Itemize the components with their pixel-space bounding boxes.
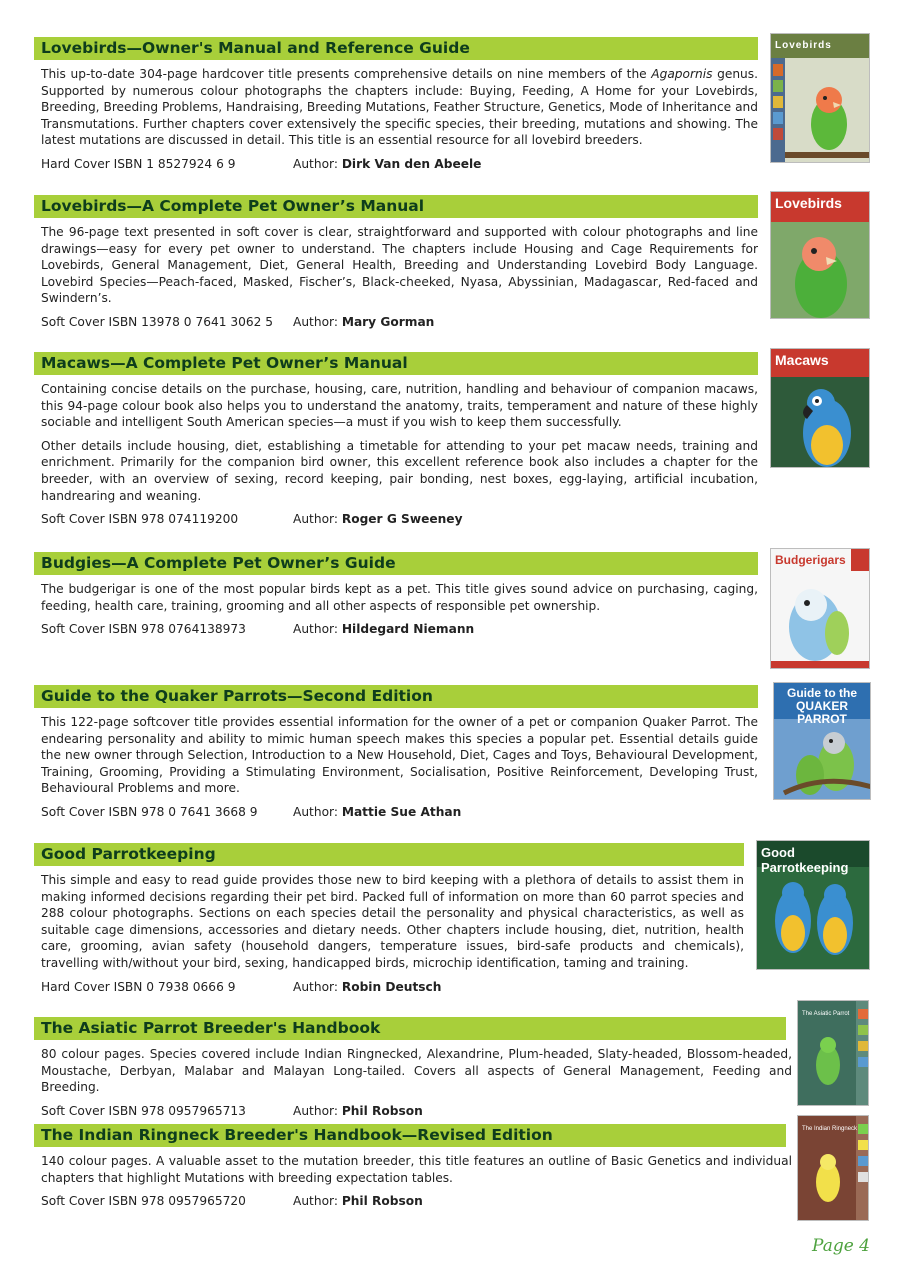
book-title-bar: Budgies—A Complete Pet Owner’s Guide [34, 552, 758, 575]
description-paragraph: This simple and easy to read guide provides those new to bird keeping with a plethora of details to assist them in making informed decisions regarding their pet bird. Packed full of information on more than 60 parrot species and 288 colour photographs. Sections on each species detail the personality and physical characteristics, as well as suitable cage dimensions, accessories and dietary needs. Other chapters include housing, diet, nutrition, health care, grooming, avian safety (household dangers, temperature issues, bird-safe products and chemicals), travelling with/without your bird, sexing, handicapped birds, microchip identification, taming and training. [41, 873, 744, 970]
book-entry-asiatic-parrot [34, 1017, 792, 1119]
book-entry-lovebirds-reference [34, 37, 758, 172]
book-entry-lovebirds-pet-manual [34, 195, 758, 330]
cover-title: The Indian Ringneck [802, 1126, 858, 1132]
author-name: Hildegard Niemann [341, 622, 475, 637]
book-description [41, 1153, 792, 1186]
isbn-text: Soft Cover ISBN 13978 0 7641 3062 5 [41, 314, 273, 329]
author-label: Author: [293, 622, 338, 637]
book-description [41, 1046, 792, 1096]
book-meta [41, 511, 758, 527]
isbn-text: Soft Cover ISBN 978 0764138973 [41, 622, 246, 637]
book-cover-lovebirds-reference [770, 33, 870, 163]
cover-title: Guide to the QUAKER PARROT [787, 686, 857, 726]
author-label: Author: [293, 156, 338, 171]
book-description [41, 381, 758, 504]
isbn-text: Hard Cover ISBN 1 8527924 6 9 [41, 156, 236, 171]
book-description [41, 872, 744, 972]
book-cover-good-parrotkeeping [756, 840, 870, 970]
book-description [41, 66, 758, 149]
book-entry-good-parrotkeeping [34, 843, 744, 995]
book-meta [41, 804, 758, 820]
book-title-bar: Macaws—A Complete Pet Owner’s Manual [34, 352, 758, 375]
author-label: Author: [293, 1194, 338, 1209]
book-title-bar: Lovebirds—Owner's Manual and Reference Guide [34, 37, 758, 60]
book-entry-indian-ringneck [34, 1124, 792, 1209]
cover-title: Good Parrotkeeping [761, 845, 849, 875]
cover-title: The Asiatic Parrot [802, 1011, 850, 1017]
author-name: Dirk Van den Abeele [341, 156, 482, 171]
author-name: Robin Deutsch [341, 979, 442, 994]
description-paragraph: 80 colour pages. Species covered include Indian Ringnecked, Alexandrine, Plum-headed, Slaty-headed, Blossom-headed, Moustache, Derbyan, Malabar and Malayan Long-tailed. Covers all aspects of General Management, Feeding and Breeding. [41, 1047, 792, 1095]
book-title-bar: The Asiatic Parrot Breeder's Handbook [34, 1017, 786, 1040]
description-paragraph: Containing concise details on the purchase, housing, care, nutrition, handling and behaviour of companion macaws, this 94-page colour book also helps you to understand the anatomy, traits, temperament and nature of these highly sociable and intelligent South American species—a must if you wish to keep them successfully. [41, 382, 758, 430]
book-meta [41, 979, 744, 995]
author-name: Phil Robson [341, 1103, 423, 1118]
cover-title: Budgerigars [775, 553, 846, 567]
book-title-bar: The Indian Ringneck Breeder's Handbook—Revised Edition [34, 1124, 786, 1147]
genus-name: Agapornis [651, 67, 713, 81]
author-label: Author: [293, 804, 338, 819]
author-name: Mary Gorman [341, 314, 435, 329]
description-paragraph: This up-to-date 304-page hardcover title presents comprehensive details on nine members of the Agapornis genus. Supported by numerous colour photographs the chapters include: Buying, Feeding, A Home for your Lovebirds, Breeding, Breeding Problems, Handraising, Breeding Mutations, Feather Structure, Genetics, Mode of Inheritance and Transmutations. Further chapters cover extensively the specific species, their breeding, mutations and showing. The latest mutations are discussed in detail. This title is an essential resource for all lovebird breeders. [41, 67, 758, 148]
book-cover-macaws [770, 348, 870, 468]
book-entry-quaker-parrots [34, 685, 758, 820]
book-title-bar: Lovebirds—A Complete Pet Owner’s Manual [34, 195, 758, 218]
book-description [41, 581, 758, 614]
page-number: Page 4 [812, 1236, 870, 1256]
book-title-bar: Guide to the Quaker Parrots—Second Edition [34, 685, 758, 708]
book-cover-budgerigars [770, 548, 870, 669]
author-name: Roger G Sweeney [341, 512, 463, 527]
cover-title: Lovebirds [775, 195, 842, 211]
isbn-text: Soft Cover ISBN 978 0957965713 [41, 1103, 246, 1118]
book-cover-quaker-parrot [773, 682, 871, 800]
book-cover-lovebirds-pet-manual [770, 191, 870, 319]
book-meta [41, 1103, 792, 1119]
book-cover-indian-ringneck [797, 1115, 869, 1221]
description-paragraph: This 122-page softcover title provides essential information for the owner of a pet or companion Quaker Parrot. The endearing personality and ability to mimic human speech makes this species a popular pet. Essential details guide the new owner through Selection, Introduction to a New Household, Diet, Cages and Toys, Behavioural Development, Training, Grooming, Providing a Stimulating Environment, Socialisation, Positive Reinforcement, Developing Trust, Behavioural Problems and more. [41, 715, 758, 796]
description-paragraph: Other details include housing, diet, establishing a timetable for attending to your pet macaw needs, training and enrichment. Primarily for the companion bird owner, this excellent reference book also includes a chapter for the breeder, with an overview of sexing, record keeping, pair bonding, nest boxes, egg-laying, artificial incubation, handrearing and weaning. [41, 438, 758, 503]
description-paragraph: 140 colour pages. A valuable asset to the mutation breeder, this title features an outline of Basic Genetics and individual chapters that highlight Mutations with breeding expectation tables. [41, 1154, 792, 1185]
book-description [41, 714, 758, 797]
author-label: Author: [293, 512, 338, 527]
cover-title: Macaws [775, 352, 829, 368]
cover-art [771, 192, 870, 319]
author-name: Mattie Sue Athan [341, 804, 462, 819]
author-label: Author: [293, 979, 338, 994]
isbn-text: Soft Cover ISBN 978 074119200 [41, 512, 239, 527]
description-paragraph: The budgerigar is one of the most popular birds kept as a pet. This title gives sound advice on purchasing, caging, feeding, health care, training, grooming and all other aspects of responsible pet ownership. [41, 582, 758, 613]
book-description [41, 224, 758, 307]
isbn-text: Soft Cover ISBN 978 0957965720 [41, 1194, 246, 1209]
cover-title: Lovebirds [775, 40, 832, 51]
cover-art [771, 34, 870, 163]
isbn-text: Soft Cover ISBN 978 0 7641 3668 9 [41, 804, 258, 819]
book-meta [41, 156, 758, 172]
book-cover-asiatic-parrot [797, 1000, 869, 1106]
author-label: Author: [293, 1103, 338, 1118]
isbn-text: Hard Cover ISBN 0 7938 0666 9 [41, 979, 236, 994]
book-meta [41, 621, 758, 637]
book-meta [41, 314, 758, 330]
author-label: Author: [293, 314, 338, 329]
book-entry-macaws [34, 352, 758, 527]
author-name: Phil Robson [341, 1194, 423, 1209]
description-paragraph: The 96-page text presented in soft cover is clear, straightforward and supported with colour photographs and line drawings—easy for every pet owner to understand. The chapters include Housing and Cage Requirements for Lovebirds, General Management, Diet, General Health, Breeding and Understanding Lovebird Body Language. Lovebird Species—Peach-faced, Masked, Fischer’s, Black-cheeked, Nyasa, Abyssinian, Madagascar, Red-faced and Swindern’s. [41, 225, 758, 306]
book-title-bar: Good Parrotkeeping [34, 843, 744, 866]
book-meta [41, 1193, 792, 1209]
book-entry-budgies [34, 552, 758, 637]
